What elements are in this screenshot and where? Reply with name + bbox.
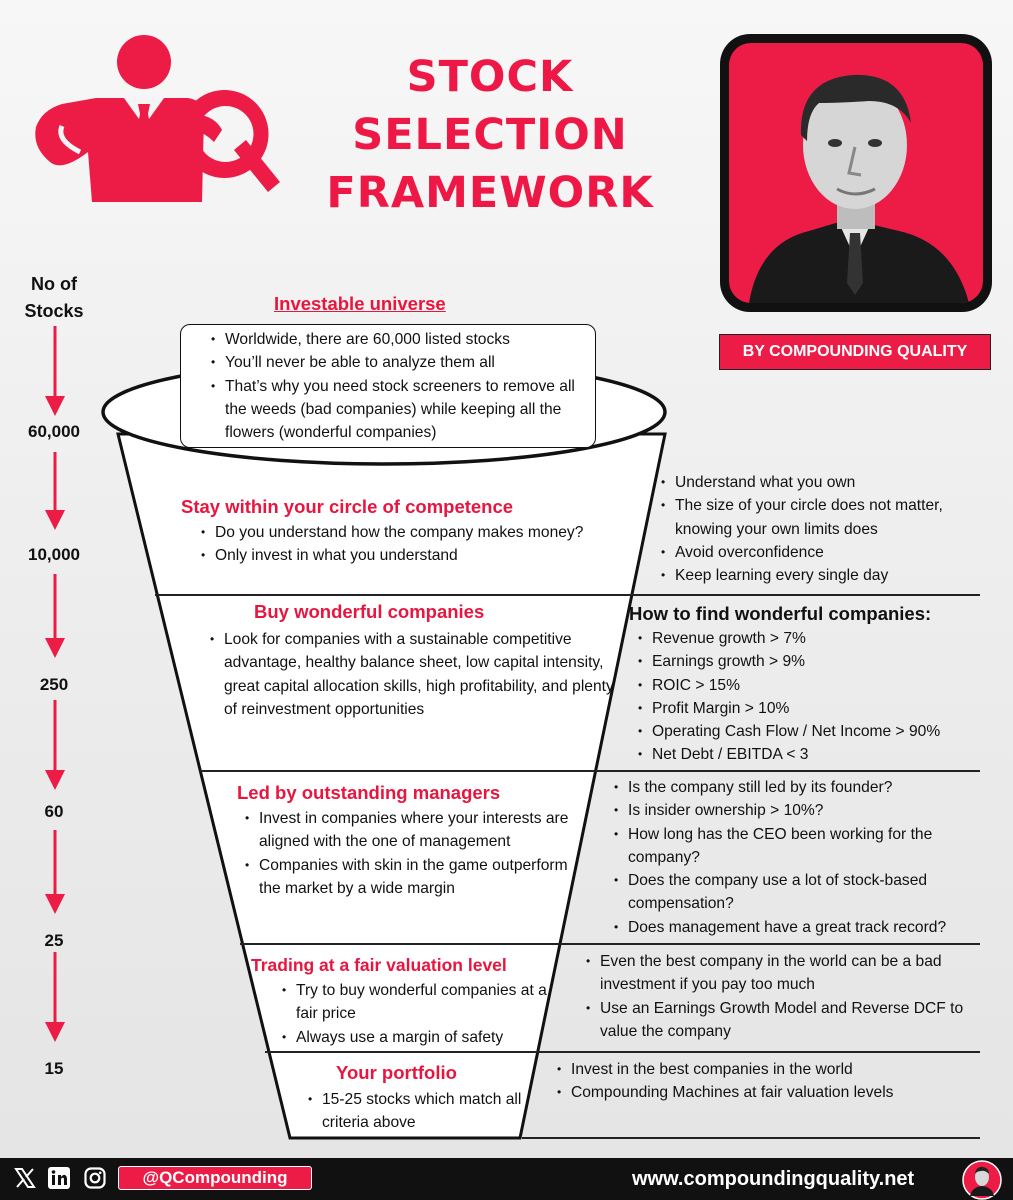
wonderful-title: Buy wonderful companies: [254, 601, 485, 622]
list-item: • Invest in companies where your interests are aligned with the one of management: [259, 807, 589, 854]
wonderful-criteria-list: [638, 627, 992, 767]
list-item: • Does management have a great track record?: [628, 916, 998, 939]
portfolio-list: [308, 1088, 532, 1135]
title-line: SELECTION: [352, 110, 628, 160]
stock-count: 250: [39, 675, 69, 694]
list-item: • Look for companies with a sustainable competitive advantage, healthy balance sheet, low capital intensity, great capital allocation skills, high profitability, and plenty of reinvestment opportunities: [224, 628, 622, 721]
valuation-list: [282, 979, 556, 1049]
social-handle[interactable]: @QCompounding: [118, 1166, 312, 1190]
stock-count: 10,000: [28, 545, 80, 564]
list-item: • Invest in the best companies in the world: [571, 1058, 991, 1081]
list-item: • Earnings growth > 9%: [652, 650, 992, 673]
list-item: • Worldwide, there are 60,000 listed stocks: [225, 328, 585, 351]
list-item: • Does the company use a lot of stock-based compensation?: [628, 869, 998, 916]
list-item: • Do you understand how the company makes money?: [215, 521, 595, 544]
list-item: • Compounding Machines at fair valuation levels: [571, 1081, 991, 1104]
axis-title-line: No of: [31, 274, 77, 294]
title-line: STOCK: [406, 52, 574, 102]
author-avatar-icon: [962, 1160, 1002, 1200]
list-item: • Profit Margin > 10%: [652, 697, 992, 720]
wonderful-right-heading: How to find wonderful companies:: [629, 603, 932, 624]
valuation-title: Trading at a fair valuation level: [251, 955, 507, 975]
stock-count: 60,000: [28, 422, 80, 441]
managers-list: [245, 807, 589, 900]
list-item: • Try to buy wonderful companies at a fair price: [296, 979, 556, 1026]
valuation-right-list: [586, 950, 990, 1043]
list-item: • The size of your circle does not matter, knowing your own limits does: [675, 494, 995, 541]
website-link[interactable]: www.compoundingquality.net: [632, 1168, 915, 1190]
list-item: • Always use a margin of safety: [296, 1026, 556, 1049]
list-item: • Net Debt / EBITDA < 3: [652, 743, 992, 766]
wonderful-list: [210, 628, 622, 721]
list-item: • Use an Earnings Growth Model and Reverse DCF to value the company: [600, 997, 990, 1044]
list-item: • Keep learning every single day: [675, 564, 995, 587]
axis-title-line: Stocks: [24, 301, 84, 321]
list-item: • 15-25 stocks which match all criteria above: [322, 1088, 532, 1135]
linkedin-icon[interactable]: [48, 1167, 70, 1189]
managers-title: Led by outstanding managers: [237, 782, 501, 803]
footer-bar: [0, 1158, 1013, 1200]
list-item: • Avoid overconfidence: [675, 541, 995, 564]
competence-list: [201, 521, 595, 568]
stock-count: 60: [44, 802, 64, 821]
universe-title: Investable universe: [274, 293, 446, 314]
list-item: • Only invest in what you understand: [215, 544, 595, 567]
list-item: • Revenue growth > 7%: [652, 627, 992, 650]
list-item: • ROIC > 15%: [652, 674, 992, 697]
universe-box: [180, 324, 596, 448]
portfolio-right-list: [557, 1058, 991, 1105]
list-item: • How long has the CEO been working for the company?: [628, 823, 998, 870]
competence-title: Stay within your circle of competence: [181, 496, 514, 517]
managers-right-list: [614, 776, 998, 939]
title-line: FRAMEWORK: [326, 168, 654, 218]
x-logo-icon[interactable]: [14, 1167, 36, 1189]
list-item: • Operating Cash Flow / Net Income > 90%: [652, 720, 992, 743]
stock-count: 25: [44, 931, 64, 950]
list-item: • Understand what you own: [675, 471, 995, 494]
list-item: • Is the company still led by its founder?: [628, 776, 998, 799]
competence-right-list: [661, 471, 995, 587]
portfolio-title: Your portfolio: [336, 1062, 457, 1083]
stock-count: 15: [44, 1059, 64, 1078]
list-item: • Even the best company in the world can be a bad investment if you pay too much: [600, 950, 990, 997]
list-item: • That’s why you need stock screeners to remove all the weeds (bad companies) while keeping all the flowers (wonderful companies): [225, 375, 585, 445]
list-item: • Companies with skin in the game outperform the market by a wide margin: [259, 854, 589, 901]
byline-badge: BY COMPOUNDING QUALITY: [719, 334, 991, 370]
instagram-icon[interactable]: [84, 1167, 106, 1189]
list-item: • You’ll never be able to analyze them all: [225, 351, 585, 374]
list-item: • Is insider ownership > 10%?: [628, 799, 998, 822]
